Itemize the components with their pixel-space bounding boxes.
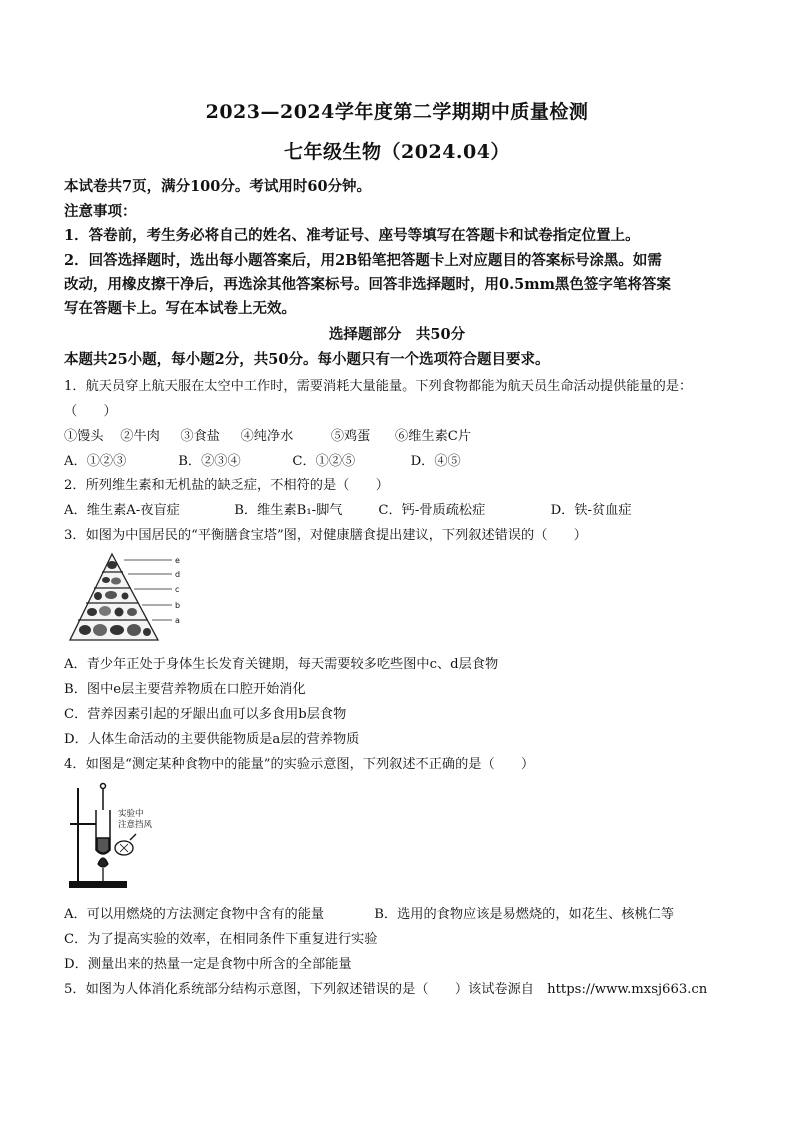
q2-option-a[interactable]: A．维生素A-夜盲症	[64, 503, 180, 518]
q4-stem: 4．如图是“测定某种食物中的能量”的实验示意图，下列叙述不正确的是（ ）	[64, 757, 535, 772]
q4-option-b[interactable]: B．选用的食物应该是易燃烧的，如花生、核桃仁等	[374, 907, 675, 922]
notice-1: 1．答卷前，考生务必将自己的姓名、准考证号、座号等填写在答题卡和试卷指定位置上。	[64, 227, 640, 244]
q1-item-4: ④纯净水	[240, 429, 294, 444]
q1-item-2: ②牛肉	[120, 429, 160, 444]
pyramid-label-d: d	[175, 570, 181, 579]
pyramid-label-e: e	[175, 556, 180, 565]
q1-item-6: ⑥维生素C片	[395, 429, 472, 444]
experiment-label-line-1: 实验中	[118, 809, 144, 819]
notice-2-line-3: 写在答题卡上。写在本试卷上无效。	[64, 300, 296, 317]
q1-option-d[interactable]: D．④⑤	[410, 454, 461, 469]
q1-items	[64, 425, 734, 444]
energy-experiment-figure	[64, 780, 184, 890]
test-tube-icon	[96, 810, 110, 854]
exam-subtitle: 七年级生物（2024.04）	[284, 141, 510, 163]
q4-option-a[interactable]: A．可以用燃烧的方法测定食物中含有的能量	[64, 907, 325, 922]
q1-blank: （ ）	[64, 404, 117, 419]
notice-title: 注意事项：	[64, 203, 137, 220]
q4-option-c[interactable]: C．为了提高实验的效率，在相同条件下重复进行实验	[64, 932, 378, 947]
q2-option-d[interactable]: D．铁-贫血症	[550, 503, 632, 518]
q3-option-c[interactable]: C．营养因素引起的牙龈出血可以多食用b层食物	[64, 707, 347, 722]
wind-shield-icon	[115, 834, 136, 855]
exam-summary: 本试卷共7页，满分100分。考试用时60分钟。	[64, 178, 372, 195]
food-pyramid-figure	[66, 548, 196, 648]
experiment-label-line-2: 注意挡风	[118, 820, 153, 830]
q1-options	[64, 450, 734, 469]
pyramid-label-c: c	[175, 585, 180, 594]
q3-option-d[interactable]: D．人体生命活动的主要供能物质是a层的营养物质	[64, 732, 360, 747]
burning-food-icon	[98, 858, 108, 882]
q2-option-c[interactable]: C．钙-骨质疏松症	[378, 503, 486, 518]
q2-option-b[interactable]: B．维生素B₁-脚气	[234, 503, 343, 518]
q1-option-a[interactable]: A．①②③	[64, 454, 127, 469]
q4-option-d[interactable]: D．测量出来的热量一定是食物中所含的全部能量	[64, 957, 352, 972]
q3-option-a[interactable]: A．青少年正处于身体生长发育关键期，每天需要较多吃些图中c、d层食物	[64, 657, 499, 672]
q1-item-3: ③食盐	[180, 429, 220, 444]
q2-stem: 2．所列维生素和无机盐的缺乏症，不相符的是（ ）	[64, 478, 389, 493]
q2-options	[64, 499, 734, 518]
q1-stem: 1．航天员穿上航天服在太空中工作时，需要消耗大量能量。下列食物都能为航天员生命活动提供能量的是：	[64, 379, 693, 394]
q1-option-c[interactable]: C．①②⑤	[292, 454, 356, 469]
section-instruction: 本题共25小题，每小题2分，共50分。每小题只有一个选项符合题目要求。	[64, 351, 550, 368]
notice-2-line-1: 2．回答选择题时，选出每小题答案后，用2B铅笔把答题卡上对应题目的答案标号涂黑。如需	[64, 252, 662, 269]
section-title: 选择题部分 共50分	[328, 326, 466, 343]
q1-item-1: ①馒头	[64, 429, 104, 444]
exam-title: 2023—2024学年度第二学期期中质量检测	[205, 101, 589, 123]
notice-2-line-2: 改动，用橡皮擦干净后，再选涂其他答案标号。回答非选择题时，用0.5mm黑色签字笔将答案	[64, 276, 671, 293]
pyramid-label-b: b	[175, 601, 181, 610]
q1-item-5: ⑤鸡蛋	[330, 429, 371, 444]
q3-option-b[interactable]: B．图中e层主要营养物质在口腔开始消化	[64, 682, 306, 697]
q4-options-row-1	[64, 903, 734, 922]
q5-stem: 5．如图为人体消化系统部分结构示意图，下列叙述错误的是（ ）该试卷源自 https://www.mxsj663.cn	[64, 982, 708, 997]
q1-option-b[interactable]: B．②③④	[178, 454, 241, 469]
q3-stem: 3．如图为中国居民的“平衡膳食宝塔”图，对健康膳食提出建议，下列叙述错误的（ ）	[64, 528, 587, 543]
pyramid-label-a: a	[175, 616, 180, 625]
